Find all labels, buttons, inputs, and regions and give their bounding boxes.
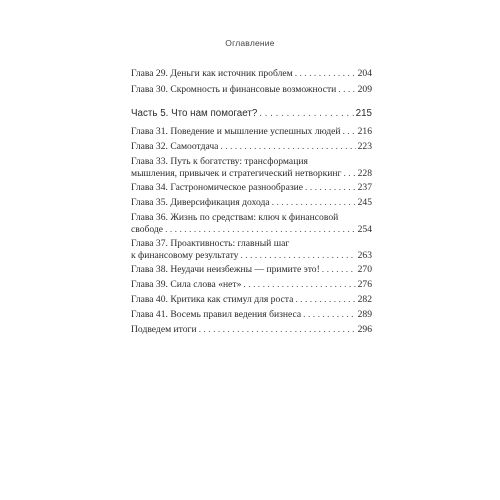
toc-entry [131, 212, 372, 235]
dot-leader [243, 279, 355, 291]
toc-entry-page: 204 [357, 68, 372, 79]
toc-entry-page: 263 [357, 249, 372, 261]
toc-entry [131, 182, 372, 194]
toc-entry [131, 238, 372, 261]
toc-entry-title: Глава 40. Критика как стимул для роста [131, 294, 294, 305]
toc-entry-page: 245 [357, 197, 372, 208]
toc-entry-page: 237 [357, 182, 372, 193]
toc-entry [131, 197, 372, 209]
toc-entry-title-line1: Глава 33. Путь к богатству: трансформация [131, 156, 308, 167]
toc-entry-title-line1: Глава 37. Проактивность: главный шаг [131, 238, 290, 249]
toc-entry [131, 84, 372, 96]
toc-entry-page: 209 [357, 84, 372, 95]
toc-part-heading [131, 108, 372, 120]
toc-entry [131, 324, 372, 336]
toc-entry-page: 228 [357, 167, 372, 179]
toc-entry [131, 264, 372, 276]
toc-entry-page: 270 [357, 264, 372, 275]
dot-leader [259, 108, 353, 120]
toc-entry-title-line2: к финансовому результату [131, 249, 239, 261]
dot-leader [303, 309, 355, 321]
toc-entry-title: Глава 29. Деньги как источник проблем [131, 68, 293, 79]
toc-entry-title-line2: мышления, привычек и стратегический нетворкинг [131, 167, 342, 179]
toc-entry-page: 254 [357, 223, 372, 235]
toc-entry-page: 216 [357, 126, 372, 137]
toc-entry-title: Глава 35. Диверсификация дохода [131, 197, 270, 208]
toc-entry [131, 141, 372, 153]
toc-entry-title-line2: свободе [131, 223, 164, 235]
toc-entry-page: 289 [357, 309, 372, 320]
toc-entry-title: Глава 31. Поведение и мышление успешных людей [131, 126, 341, 137]
toc-entry-title: Глава 30. Скромность и финансовые возможности [131, 84, 337, 95]
toc-entry-title-line1: Глава 36. Жизнь по средствам: ключ к финансовой [131, 212, 339, 223]
toc-entry [131, 279, 372, 291]
dot-leader [220, 141, 355, 153]
toc-entry [131, 309, 372, 321]
dot-leader [343, 168, 355, 180]
dot-leader [322, 264, 356, 276]
dot-leader [199, 324, 356, 336]
toc-entry-title: Глава 38. Неудачи неизбежны — примите это! [131, 264, 320, 275]
dot-leader [342, 126, 355, 138]
dot-leader [295, 294, 355, 306]
dot-leader [305, 182, 356, 194]
toc-entry [131, 126, 372, 138]
toc-entry-page: 282 [357, 294, 372, 305]
running-head: Оглавление [225, 38, 275, 48]
dot-leader [338, 84, 355, 96]
dot-leader [240, 250, 355, 262]
dot-leader [272, 197, 356, 209]
toc-entry-page: 276 [357, 279, 372, 290]
toc-entry-title: Глава 39. Сила слова «нет» [131, 279, 242, 290]
toc-entry-title: Глава 41. Восемь правил ведения бизнеса [131, 309, 302, 320]
toc-entry-title: Глава 32. Самоотдача [131, 141, 219, 152]
toc-entry-title: Подведем итоги [131, 324, 197, 335]
toc-entry-page: 223 [357, 141, 372, 152]
toc-entry-page: 296 [357, 324, 372, 335]
dot-leader [165, 224, 356, 236]
toc-part-title: Часть 5. Что нам помогает? [131, 108, 258, 119]
toc-entry [131, 156, 372, 179]
dot-leader [295, 68, 356, 80]
toc-entry [131, 68, 372, 80]
toc-entry-title: Глава 34. Гастрономическое разнообразие [131, 182, 304, 193]
toc-entry [131, 294, 372, 306]
toc-part-page: 215 [355, 108, 372, 119]
